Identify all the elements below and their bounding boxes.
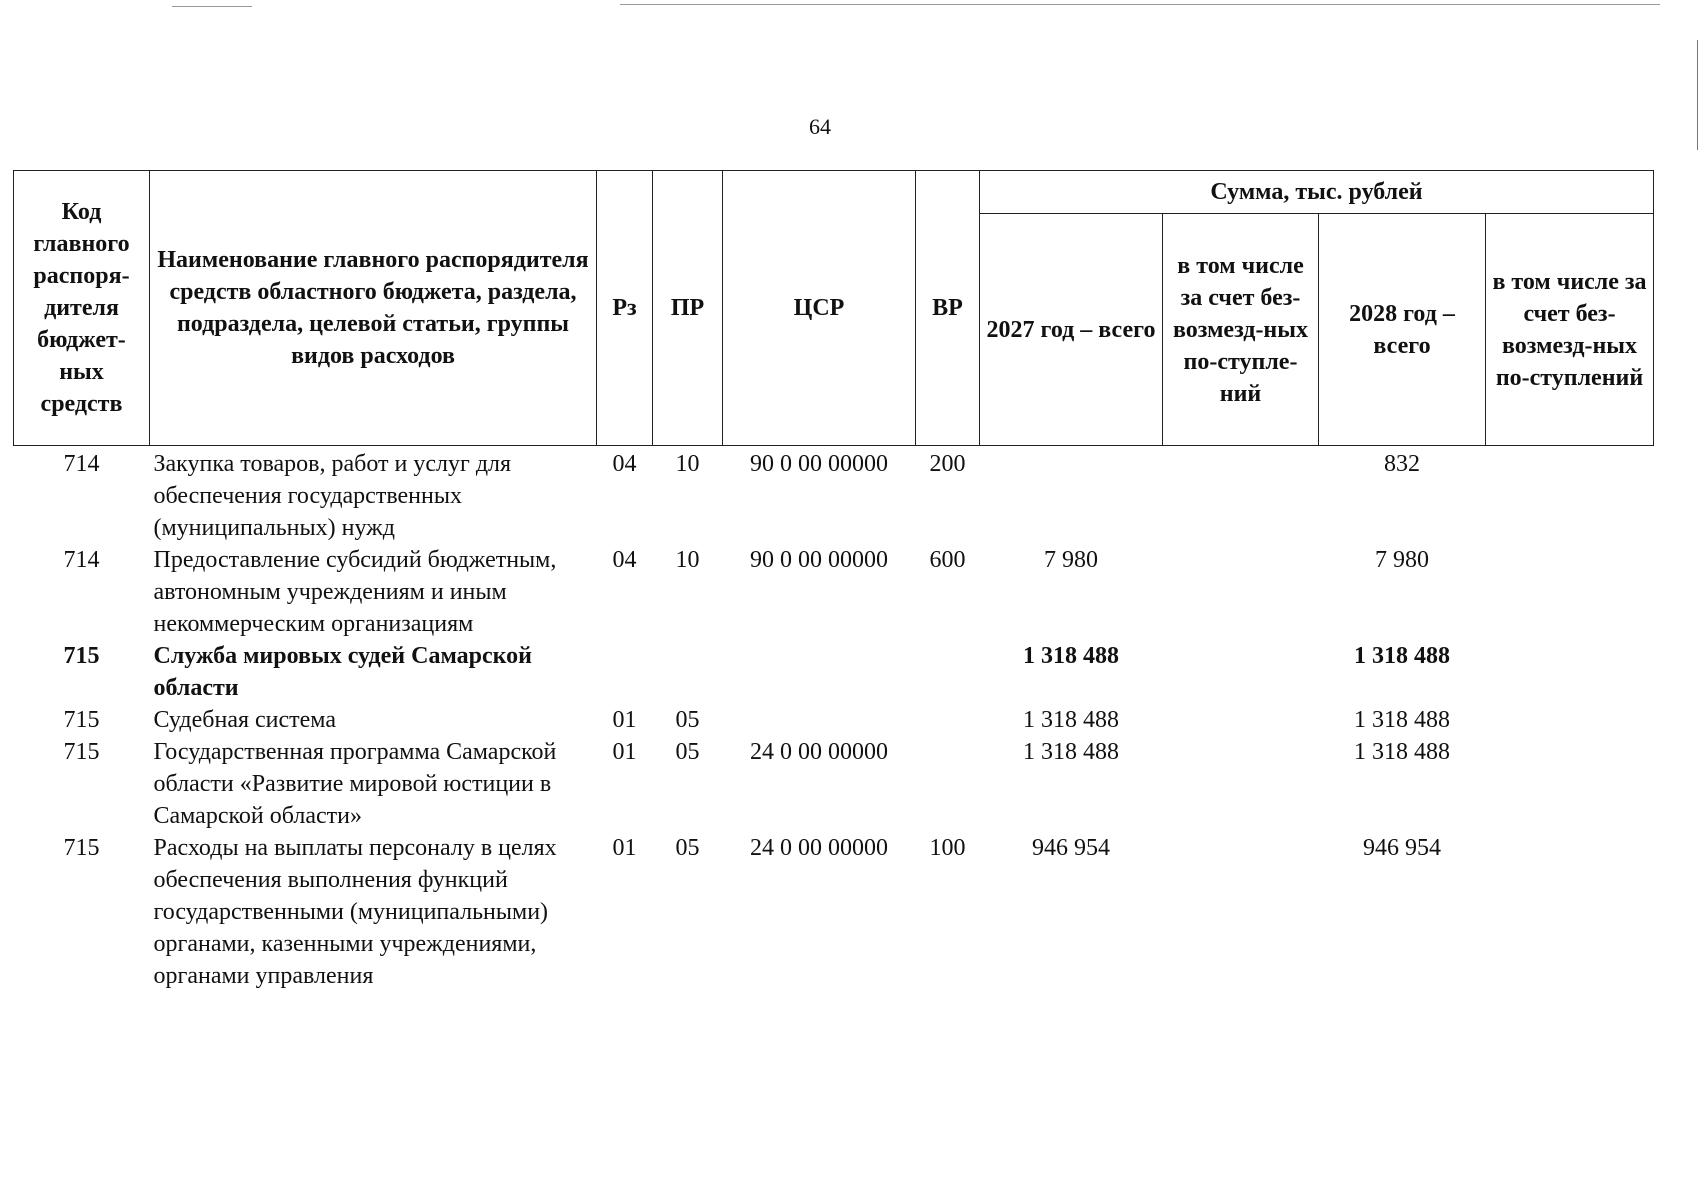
cell-vr	[916, 704, 980, 736]
cell-rz	[597, 640, 653, 704]
cell-name: Расходы на выплаты персоналу в целях обеспечения выполнения функций государственными (муниципальными) органами, казенными учреждениями, органами управления	[153, 835, 557, 989]
cell-name: Закупка товаров, работ и услуг для обеспечения государственных (муниципальных) нужд	[153, 451, 512, 541]
header-code: Код главного распоря-дителя бюджет-ных средств	[14, 171, 150, 446]
cell-vr	[916, 736, 980, 832]
cell-csr: 90 0 00 00000	[750, 547, 888, 573]
table-body	[14, 446, 1654, 993]
budget-table	[13, 170, 1654, 992]
cell-2027-free	[1163, 544, 1319, 640]
page-number: 64	[809, 114, 831, 139]
cell-2028-free	[1486, 446, 1654, 545]
table-row	[14, 640, 1654, 704]
cell-code: 714	[63, 451, 100, 477]
cell-2027-total: 7 980	[1044, 547, 1098, 573]
cell-code: 715	[63, 643, 100, 669]
cell-csr: 24 0 00 00000	[750, 739, 888, 765]
cell-name: Судебная система	[153, 707, 336, 733]
cell-2027-free	[1163, 736, 1319, 832]
cell-2027-total: 1 318 488	[1023, 739, 1119, 765]
cell-rz: 01	[612, 835, 637, 861]
cell-2027-total: 1 318 488	[1023, 643, 1119, 669]
header-2027-free: в том числе за счет без-возмезд-ных по-ступле-ний	[1163, 214, 1319, 446]
header-csr: ЦСР	[723, 171, 916, 446]
scan-line-top-right	[620, 4, 1660, 5]
cell-csr: 24 0 00 00000	[750, 835, 888, 861]
cell-rz: 04	[612, 451, 637, 477]
cell-2028-free	[1486, 736, 1654, 832]
cell-2027-free	[1163, 832, 1319, 992]
table-row	[14, 832, 1654, 992]
header-pr: ПР	[653, 171, 723, 446]
header-name: Наименование главного распорядителя средств областного бюджета, раздела, подраздела, целевой статьи, группы видов расходов	[150, 171, 597, 446]
cell-pr: 05	[675, 707, 700, 733]
header-rz: Рз	[597, 171, 653, 446]
cell-2028-total: 832	[1384, 451, 1420, 477]
table-header	[14, 171, 1654, 446]
cell-vr: 100	[929, 835, 966, 861]
cell-2027-free	[1163, 446, 1319, 545]
cell-2028-total: 1 318 488	[1354, 707, 1450, 733]
cell-2028-total: 946 954	[1363, 835, 1441, 861]
cell-2028-total: 1 318 488	[1354, 739, 1450, 765]
cell-2027-free	[1163, 640, 1319, 704]
cell-2027-free	[1163, 704, 1319, 736]
cell-name: Государственная программа Самарской области «Развитие мировой юстиции в Самарской области»	[153, 739, 557, 829]
header-sum: Сумма, тыс. рублей	[980, 171, 1654, 214]
header-2028-total: 2028 год – всего	[1319, 214, 1486, 446]
cell-vr	[916, 640, 980, 704]
cell-2028-free	[1486, 544, 1654, 640]
cell-2027-total	[980, 446, 1163, 545]
scan-line-top-left	[172, 6, 252, 7]
cell-code: 715	[63, 739, 100, 765]
header-2028-free: в том числе за счет без-возмезд-ных по-ступлений	[1486, 214, 1654, 446]
cell-code: 715	[63, 835, 100, 861]
cell-2028-total: 1 318 488	[1354, 643, 1450, 669]
cell-pr: 10	[675, 547, 700, 573]
cell-csr	[723, 704, 916, 736]
cell-2027-total: 946 954	[1032, 835, 1110, 861]
table-row	[14, 446, 1654, 545]
header-2027-total: 2027 год – всего	[980, 214, 1163, 446]
cell-2028-total: 7 980	[1375, 547, 1429, 573]
cell-pr: 10	[675, 451, 700, 477]
cell-pr: 05	[675, 835, 700, 861]
cell-2028-free	[1486, 832, 1654, 992]
cell-csr: 90 0 00 00000	[750, 451, 888, 477]
cell-pr	[653, 640, 723, 704]
cell-code: 715	[63, 707, 100, 733]
cell-pr: 05	[675, 739, 700, 765]
scan-line-right-edge	[1697, 40, 1698, 150]
cell-vr: 200	[929, 451, 966, 477]
cell-rz: 01	[612, 707, 637, 733]
table-row	[14, 544, 1654, 640]
cell-2028-free	[1486, 640, 1654, 704]
cell-csr	[723, 640, 916, 704]
cell-vr: 600	[929, 547, 966, 573]
cell-rz: 04	[612, 547, 637, 573]
cell-name: Служба мировых судей Самарской области	[153, 643, 532, 701]
cell-2027-total: 1 318 488	[1023, 707, 1119, 733]
cell-rz: 01	[612, 739, 637, 765]
table-row	[14, 704, 1654, 736]
cell-2028-free	[1486, 704, 1654, 736]
table-row	[14, 736, 1654, 832]
header-vr: ВР	[916, 171, 980, 446]
cell-code: 714	[63, 547, 100, 573]
cell-name: Предоставление субсидий бюджетным, автономным учреждениям и иным некоммерческим организациям	[153, 547, 557, 637]
